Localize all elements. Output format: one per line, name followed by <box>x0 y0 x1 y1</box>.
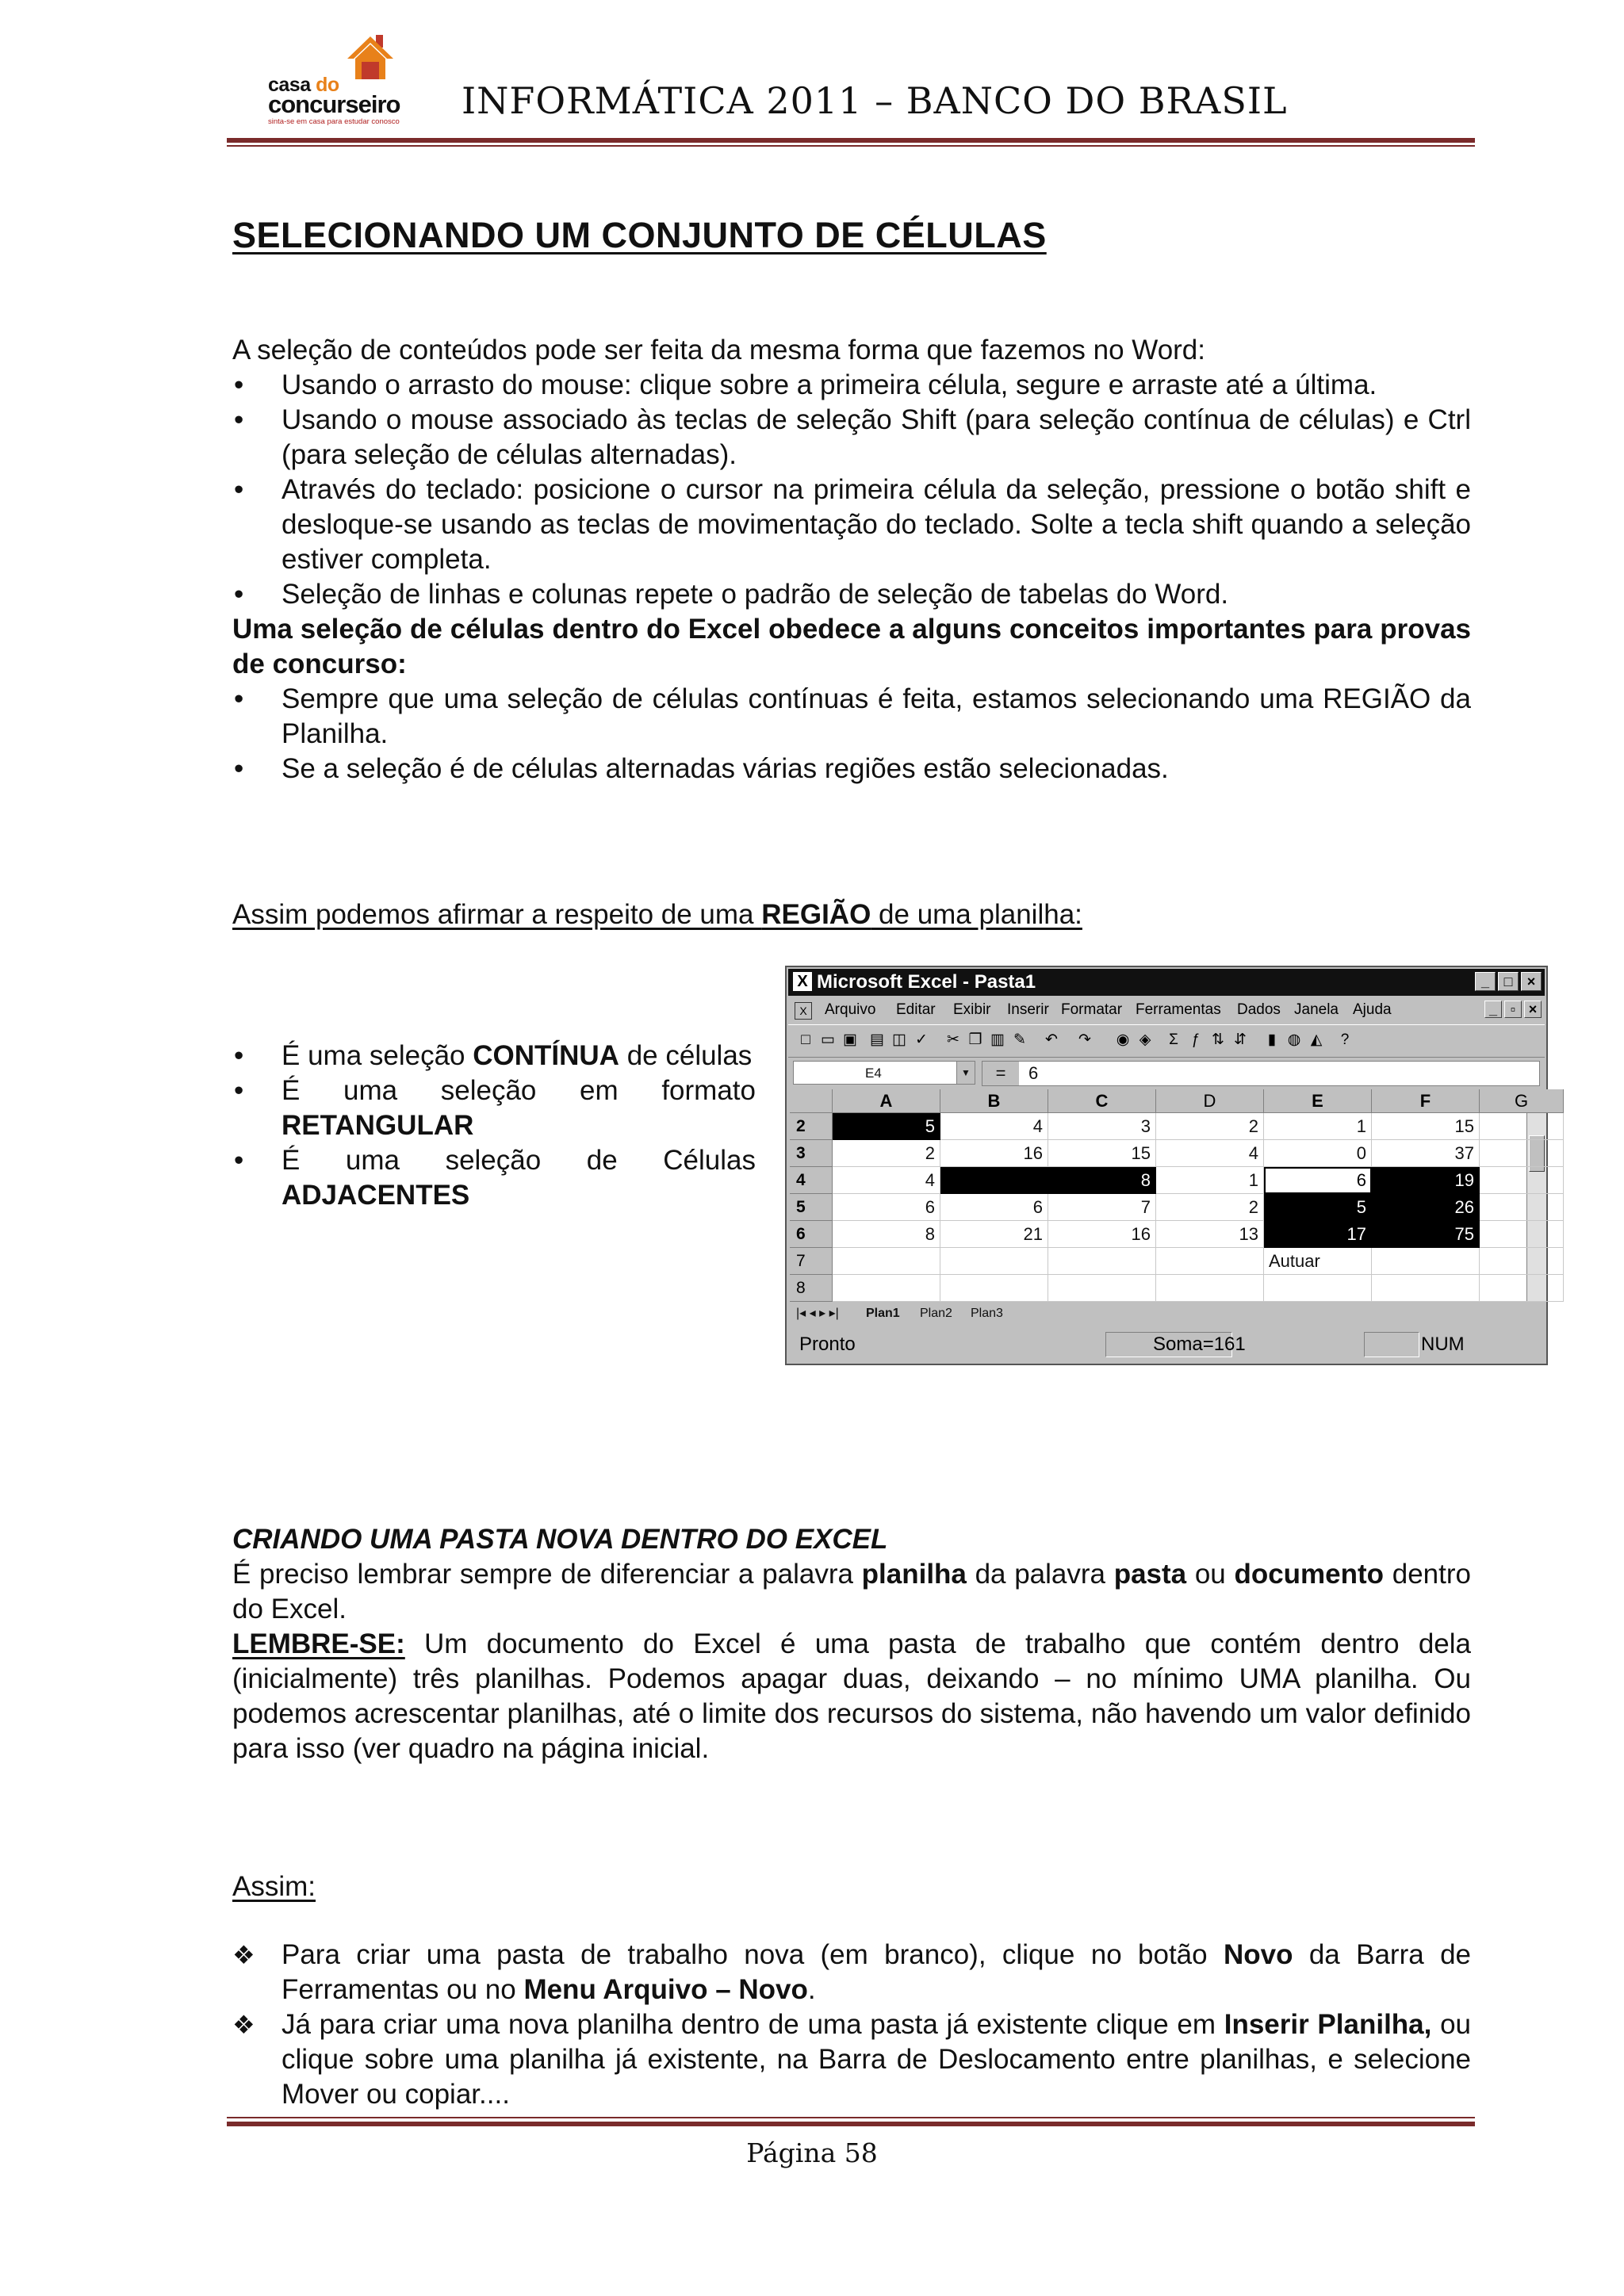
menu-ajuda: Ajuda <box>1353 1001 1392 1018</box>
undo-icon: ↶ <box>1045 1031 1058 1048</box>
formula-input: = 6 <box>982 1061 1540 1086</box>
cell-e6: 17 <box>1264 1221 1372 1248</box>
cell-b2: 4 <box>940 1113 1048 1140</box>
menu-editar: Editar <box>896 1001 936 1018</box>
bold-run: pasta <box>1113 1559 1187 1590</box>
cell-g4 <box>1480 1167 1564 1194</box>
minimize-icon: _ <box>1484 1001 1502 1018</box>
open-icon: ▭ <box>821 1031 835 1048</box>
list-item <box>232 2007 1471 2112</box>
cell-g8 <box>1480 1275 1564 1302</box>
drawing-icon: ◭ <box>1310 1031 1323 1048</box>
section1-bullets <box>232 368 1471 612</box>
minimize-icon: _ <box>1475 972 1496 991</box>
casa-do-concurseiro-logo <box>268 33 411 126</box>
excel-status-bar <box>790 1329 1546 1360</box>
excel-title-bar <box>788 969 1545 996</box>
status-num: NUM <box>1421 1334 1465 1355</box>
excel-window-screenshot <box>785 966 1548 1365</box>
excel-window-title: Microsoft Excel - Pasta1 <box>817 971 1036 993</box>
cell-f3: 37 <box>1372 1140 1480 1167</box>
page-number: Página 58 <box>746 2137 878 2168</box>
cell-b8 <box>940 1275 1048 1302</box>
cell-a7 <box>833 1248 940 1275</box>
column-header-c: C <box>1048 1089 1156 1113</box>
row-header-6: 6 <box>790 1221 833 1248</box>
tab-navigation-icons: |◂ ◂ ▸ ▸| <box>796 1307 839 1320</box>
regiao-intro-line: Assim podemos afirmar a respeito de uma REGIÃO de uma planilha: <box>232 899 1082 930</box>
footer-rule-thick <box>227 2122 1475 2126</box>
cell-g3 <box>1480 1140 1564 1167</box>
cut-icon: ✂ <box>947 1031 959 1048</box>
web-icon: ◈ <box>1139 1031 1151 1048</box>
cell-b6: 21 <box>940 1221 1048 1248</box>
cell-c4: 8 <box>1048 1167 1156 1194</box>
help-icon: ? <box>1340 1031 1350 1048</box>
cell-b4 <box>940 1167 1048 1194</box>
list-item: • Se a seleção é de células alternadas várias regiões estão selecionadas. <box>232 752 1471 786</box>
cell-c6: 16 <box>1048 1221 1156 1248</box>
redo-icon: ↷ <box>1078 1031 1091 1048</box>
select-all-corner <box>790 1089 833 1113</box>
house-icon <box>346 33 395 82</box>
cell-g2 <box>1480 1113 1564 1140</box>
autosum-icon: Σ <box>1169 1031 1178 1048</box>
list-item: • É uma seleção de Células ADJACENTES <box>232 1143 756 1213</box>
cell-f4: 19 <box>1372 1167 1480 1194</box>
bold-run: documento <box>1234 1559 1385 1590</box>
row-header-5: 5 <box>790 1194 833 1221</box>
cell-f8 <box>1372 1275 1480 1302</box>
list-item: • Sempre que uma seleção de células contínuas é feita, estamos selecionando uma REGIÃO da Planilha. <box>232 682 1471 752</box>
sort-asc-icon: ⇅ <box>1212 1031 1224 1048</box>
text-run: É preciso lembrar sempre de diferenciar a palavra <box>232 1559 862 1590</box>
new-icon: □ <box>801 1031 810 1048</box>
assim-list <box>232 1938 1471 2112</box>
list-item: • Através do teclado: posicione o cursor na primeira célula da seleção, pressione o botão shift e desloque-se usando as teclas de movimentação do teclado. Solte a tecla shift quando a seleção estiver completa. <box>232 473 1471 577</box>
close-icon: × <box>1524 1001 1542 1018</box>
list-item: • Usando o mouse associado às teclas de seleção Shift (para seleção contínua de células) e Ctrl (para seleção de células alternadas). <box>232 403 1471 473</box>
column-header-d: D <box>1156 1089 1264 1113</box>
column-header-a: A <box>833 1089 940 1113</box>
logo-tagline: sinta-se em casa para estudar conosco <box>268 117 400 126</box>
menu-inserir: Inserir <box>1007 1001 1049 1018</box>
cell-a5: 6 <box>833 1194 940 1221</box>
format-painter-icon: ✎ <box>1013 1031 1026 1048</box>
list-item: • É uma seleção CONTÍNUA de células <box>232 1039 756 1073</box>
list-item: • Seleção de linhas e colunas repete o padrão de seleção de tabelas do Word. <box>232 577 1471 612</box>
logo-word-casa: casa do <box>268 74 339 96</box>
column-header-g: G <box>1480 1089 1564 1113</box>
row-header-4: 4 <box>790 1167 833 1194</box>
status-text: Pronto <box>799 1334 856 1355</box>
bold-run: Menu Arquivo – Novo <box>523 1974 808 2005</box>
sheet-tab-plan1: Plan1 <box>866 1307 900 1320</box>
cell-d3: 4 <box>1156 1140 1264 1167</box>
menu-janela: Janela <box>1294 1001 1339 1018</box>
text-run: Para criar uma pasta de trabalho nova (em branco), clique no botão <box>282 1939 1224 1970</box>
bold-run: Inserir Planilha, <box>1224 2009 1432 2040</box>
cell-d2: 2 <box>1156 1113 1264 1140</box>
print-icon: ▤ <box>870 1031 884 1048</box>
cell-c8 <box>1048 1275 1156 1302</box>
cell-c7 <box>1048 1248 1156 1275</box>
cell-a8 <box>833 1275 940 1302</box>
excel-menu-bar <box>788 997 1545 1023</box>
bold-run: Novo <box>1223 1939 1293 1970</box>
spelling-icon: ✓ <box>915 1031 928 1048</box>
cell-e7: Autuar <box>1264 1248 1372 1275</box>
menu-ferramentas: Ferramentas <box>1136 1001 1221 1018</box>
cell-e3: 0 <box>1264 1140 1372 1167</box>
cell-d8 <box>1156 1275 1264 1302</box>
chevron-down-icon: ▼ <box>956 1062 975 1084</box>
map-icon: ◍ <box>1287 1031 1301 1048</box>
lembre-paragraph: LEMBRE-SE: Um documento do Excel é uma pasta de trabalho que contém dentro dela (inicialmente) três planilhas. Podemos apagar duas, deixando – no mínimo UMA planilha. Ou podemos acrescentar planilhas, até o limite dos recursos do sistema, não havendo um valor definido para isso (ver quadro na página inicial. <box>232 1628 1471 1764</box>
text-run: Já para criar uma nova planilha dentro de uma pasta já existente clique em <box>282 2009 1224 2040</box>
function-icon: ƒ <box>1191 1031 1201 1048</box>
cell-f5: 26 <box>1372 1194 1480 1221</box>
row-header-2: 2 <box>790 1113 833 1140</box>
cell-g6 <box>1480 1221 1564 1248</box>
excel-formula-bar <box>788 1058 1545 1088</box>
cell-b7 <box>940 1248 1048 1275</box>
column-header-f: F <box>1372 1089 1480 1113</box>
section1-bullets-2 <box>232 682 1471 786</box>
sheet-tab-plan3: Plan3 <box>971 1307 1003 1320</box>
assim-label: Assim: <box>232 1871 316 1902</box>
list-item: • Usando o arrasto do mouse: clique sobre a primeira célula, segure e arraste até a última. <box>232 368 1471 403</box>
cell-a6: 8 <box>833 1221 940 1248</box>
menu-dados: Dados <box>1237 1001 1281 1018</box>
row-header-3: 3 <box>790 1140 833 1167</box>
menu-formatar: Formatar <box>1061 1001 1123 1018</box>
header-rule-thick <box>227 138 1475 143</box>
bold-run: planilha <box>861 1559 967 1590</box>
cell-e5: 5 <box>1264 1194 1372 1221</box>
section1-intro: A seleção de conteúdos pode ser feita da mesma forma que fazemos no Word: <box>232 335 1205 365</box>
cell-g7 <box>1480 1248 1564 1275</box>
section-heading-selecionando: SELECIONANDO UM CONJUNTO DE CÉLULAS <box>232 215 1047 255</box>
section1-bold-paragraph: Uma seleção de células dentro do Excel obedece a alguns conceitos importantes para provas de concurso: <box>232 614 1471 679</box>
cell-d5: 2 <box>1156 1194 1264 1221</box>
status-soma: Soma=161 <box>1153 1334 1246 1355</box>
cell-f7 <box>1372 1248 1480 1275</box>
text-run: dentro do Excel. <box>232 1559 1471 1624</box>
footer-rule-thin <box>227 2117 1475 2118</box>
cell-e8 <box>1264 1275 1372 1302</box>
cell-a4: 4 <box>833 1167 940 1194</box>
text-run: . <box>807 1974 816 2005</box>
cell-c2: 3 <box>1048 1113 1156 1140</box>
spreadsheet-grid <box>790 1089 1546 1302</box>
cell-c3: 15 <box>1048 1140 1156 1167</box>
text-run: da Barra de Ferramentas ou no <box>282 1939 1471 2005</box>
maximize-icon: □ <box>1498 972 1519 991</box>
menu-exibir: Exibir <box>953 1001 991 1018</box>
cell-d6: 13 <box>1156 1221 1264 1248</box>
menu-arquivo: Arquivo <box>825 1001 876 1018</box>
header-rule-thin <box>227 145 1475 147</box>
chart-icon: ▮ <box>1267 1031 1277 1048</box>
list-item: • É uma seleção em formato RETANGULAR <box>232 1073 756 1143</box>
cell-c5: 7 <box>1048 1194 1156 1221</box>
document-window-controls <box>1484 1001 1542 1018</box>
excel-logo-icon: X <box>793 972 812 991</box>
preview-icon: ◫ <box>892 1031 906 1048</box>
text-run: da palavra <box>966 1559 1114 1590</box>
text-run: ou clique sobre uma planilha já existente, na Barra de Deslocamento entre planilhas, e selecione Mover ou copiar.... <box>282 2009 1472 2110</box>
sort-desc-icon: ⇵ <box>1234 1031 1247 1048</box>
column-header-e: E <box>1264 1089 1372 1113</box>
logo-word-concurseiro: concurseiro <box>268 90 400 118</box>
section2-paragraph <box>232 1557 1471 1627</box>
cell-f2: 15 <box>1372 1113 1480 1140</box>
hyperlink-icon: ◉ <box>1116 1031 1130 1048</box>
document-icon: X <box>795 1002 812 1020</box>
close-icon: × <box>1521 972 1542 991</box>
cell-g5 <box>1480 1194 1564 1221</box>
cell-b3: 16 <box>940 1140 1048 1167</box>
paste-icon: ▥ <box>990 1031 1005 1048</box>
cell-f6: 75 <box>1372 1221 1480 1248</box>
section1-body <box>232 333 1471 786</box>
cell-d4: 1 <box>1156 1167 1264 1194</box>
cell-b5: 6 <box>940 1194 1048 1221</box>
copy-icon: ❐ <box>968 1031 982 1048</box>
row-header-7: 7 <box>790 1248 833 1275</box>
restore-icon: ▫ <box>1504 1001 1522 1018</box>
cell-e2: 1 <box>1264 1113 1372 1140</box>
list-item <box>232 1938 1471 2007</box>
sheet-tabs-bar <box>790 1303 1546 1324</box>
cell-a3: 2 <box>833 1140 940 1167</box>
section2-body <box>232 1522 1471 1766</box>
name-box: E4 ▼ <box>793 1061 975 1085</box>
cell-e4: 6 <box>1264 1167 1372 1194</box>
header-title: INFORMÁTICA 2011 – BANCO DO BRASIL <box>462 79 1288 122</box>
section2-heading: CRIANDO UMA PASTA NOVA DENTRO DO EXCEL <box>232 1524 888 1555</box>
sheet-tab-plan2: Plan2 <box>920 1307 952 1320</box>
row-header-8: 8 <box>790 1275 833 1302</box>
save-icon: ▣ <box>843 1031 857 1048</box>
excel-toolbar <box>788 1024 1545 1058</box>
cell-a2: 5 <box>833 1113 940 1140</box>
regiao-list <box>232 1039 756 1213</box>
cell-d7 <box>1156 1248 1264 1275</box>
window-controls <box>1475 972 1542 991</box>
column-header-b: B <box>940 1089 1048 1113</box>
text-run: ou <box>1186 1559 1235 1590</box>
